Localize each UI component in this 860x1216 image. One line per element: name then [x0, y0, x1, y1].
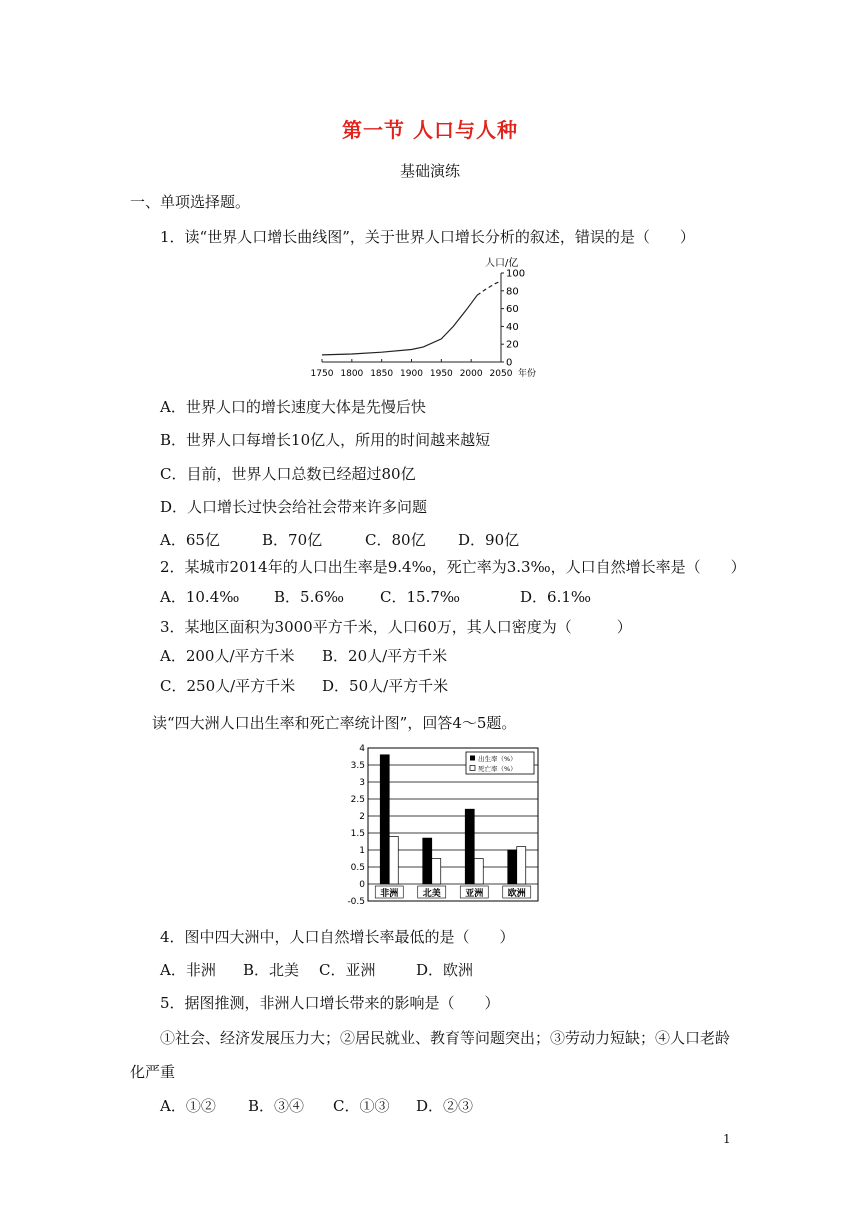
- q3-stem: 3．某地区面积为3000平方千米，人口60万，其人口密度为（ ）: [160, 618, 632, 636]
- q1-option-b: B．世界人口每增长10亿人，所用的时间越来越短: [160, 431, 491, 449]
- category-label: 亚洲: [465, 889, 484, 899]
- chart1-y-label: 人口/亿: [485, 258, 519, 269]
- world-population-chart: [310, 255, 554, 380]
- legend-birth-rate: 出生率（%）: [478, 755, 517, 763]
- q1-option-a: A．世界人口的增长速度大体是先慢后快: [160, 398, 426, 416]
- bar-death-rate: [389, 836, 398, 884]
- q1-stem: 1．读“世界人口增长曲线图”，关于世界人口增长分析的叙述，错误的是（ ）: [160, 228, 695, 246]
- section-heading: 一、单项选择题。: [130, 193, 251, 211]
- q4-stem: 4．图中四大洲中，人口自然增长率最低的是（ ）: [160, 928, 515, 946]
- bar-death-rate: [517, 847, 526, 884]
- x-tick-label: 1950: [429, 369, 453, 379]
- y-tick-label: 60: [506, 304, 519, 316]
- population-curve-projected: [477, 281, 501, 295]
- x-tick-label: 1900: [400, 369, 423, 379]
- page-title: 第一节 人口与人种: [342, 118, 518, 142]
- q2-option-a: A．10.4‰: [160, 588, 240, 606]
- x-tick-label: 2000: [459, 369, 483, 379]
- q5-body-line2: 化严重: [130, 1063, 176, 1081]
- q1-extra-b: B．70亿: [262, 531, 323, 549]
- q5-option-c: C．①③: [333, 1097, 390, 1115]
- q3-option-c: C．250人/平方千米: [160, 677, 296, 695]
- y-tick-label: 2.5: [350, 795, 365, 805]
- q4-option-c: C．亚洲: [319, 961, 376, 979]
- y-tick-label: 4: [359, 744, 365, 754]
- chart2-y-ticks: [347, 744, 365, 907]
- y-tick-label: 1.5: [350, 829, 365, 839]
- q3-option-a: A．200人/平方千米: [160, 647, 295, 665]
- q3-option-b: B．20人/平方千米: [322, 647, 448, 665]
- legend-death-rate: 死亡率（%）: [478, 765, 517, 773]
- bar-birth-rate: [423, 838, 432, 884]
- y-tick-label: 0: [506, 357, 513, 369]
- category-label: 欧洲: [507, 889, 526, 899]
- category-label: 非洲: [380, 889, 399, 899]
- q1-extra-a: A．65亿: [160, 531, 220, 549]
- q5-stem: 5．据图推测，非洲人口增长带来的影响是（ ）: [160, 994, 500, 1012]
- y-tick-label: 80: [506, 286, 519, 298]
- q4-option-a: A．非洲: [160, 961, 216, 979]
- q2-option-c: C．15.7‰: [380, 588, 461, 606]
- y-tick-label: 20: [506, 339, 519, 351]
- y-tick-label: 0: [359, 880, 365, 890]
- x-tick-label: 1750: [310, 369, 334, 379]
- x-tick-label: 1850: [370, 369, 394, 379]
- q1-extra-c: C．80亿: [365, 531, 426, 549]
- chart2-legend: [466, 752, 534, 774]
- bar-death-rate: [474, 859, 483, 885]
- bar-birth-rate: [508, 850, 517, 884]
- q1-option-c: C．目前，世界人口总数已经超过80亿: [160, 465, 416, 483]
- y-tick-label: -0.5: [347, 897, 365, 907]
- y-tick-label: 100: [506, 268, 526, 280]
- chart1-axis: [322, 273, 501, 362]
- chart1-x-unit: 年份: [518, 369, 537, 379]
- q5-body-line1: ①社会、经济发展压力大；②居民就业、教育等问题突出；③劳动力短缺；④人口老龄: [160, 1029, 731, 1047]
- q1-extra-d: D．90亿: [458, 531, 520, 549]
- y-tick-label: 1: [359, 846, 365, 856]
- bar-birth-rate: [380, 755, 389, 884]
- q4-option-d: D．欧洲: [416, 961, 474, 979]
- y-tick-label: 3.5: [350, 761, 365, 771]
- y-tick-label: 0.5: [350, 863, 365, 873]
- bar-birth-rate: [465, 809, 474, 884]
- y-tick-label: 40: [506, 321, 519, 333]
- bar-death-rate: [432, 859, 441, 885]
- category-label: 北美: [422, 889, 441, 899]
- read-instruction: 读“四大洲人口出生率和死亡率统计图”，回答4～5题。: [152, 714, 517, 732]
- chart1-y-ticks: [501, 269, 525, 369]
- x-tick-label: 2050: [489, 369, 513, 379]
- population-curve-historic: [322, 295, 477, 355]
- q2-option-b: B．5.6‰: [274, 588, 345, 606]
- y-tick-label: 2: [359, 812, 365, 822]
- x-tick-label: 1800: [340, 369, 364, 379]
- q1-option-d: D．人口增长过快会给社会带来许多问题: [160, 498, 428, 516]
- page-number: 1: [723, 1132, 731, 1146]
- q5-option-d: D．②③: [416, 1097, 474, 1115]
- q5-option-a: A．①②: [160, 1097, 216, 1115]
- q3-option-d: D．50人/平方千米: [322, 677, 449, 695]
- q5-option-b: B．③④: [248, 1097, 305, 1115]
- q2-stem: 2．某城市2014年的人口出生率是9.4‰，死亡率为3.3‰，人口自然增长率是（ ）: [160, 558, 746, 576]
- q2-option-d: D．6.1‰: [520, 588, 592, 606]
- y-tick-label: 3: [359, 778, 365, 788]
- page-subtitle: 基础演练: [399, 162, 460, 180]
- q4-option-b: B．北美: [243, 961, 300, 979]
- continent-birth-death-chart: [340, 740, 545, 910]
